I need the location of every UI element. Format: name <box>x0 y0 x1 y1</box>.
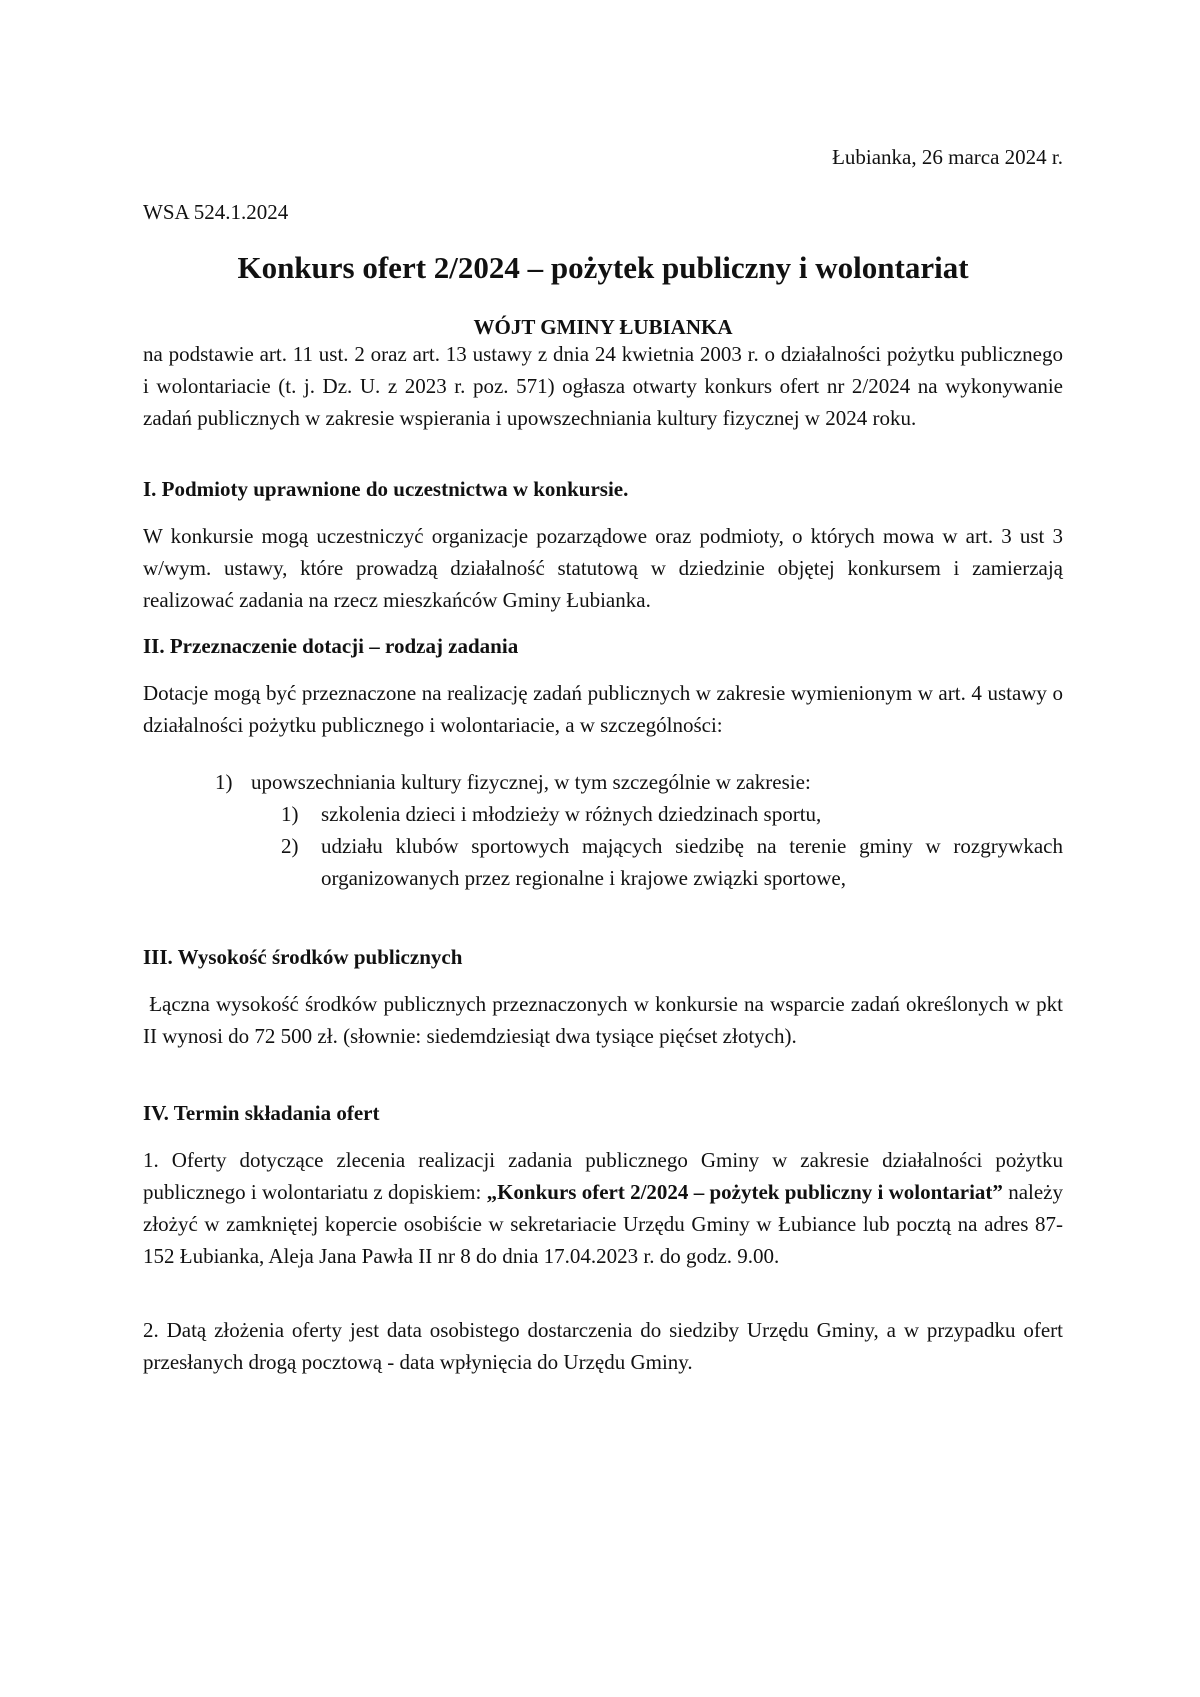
document-page <box>143 0 1069 1697</box>
section-3-body: Łączna wysokość środków publicznych przeznaczonych w konkursie na wsparcie zadań określonych w pkt II wynosi do 72 500 zł. (słownie: siedemdziesiąt dwa tysiące pięćset złotych). <box>143 992 1069 1048</box>
list-number: 1) <box>215 770 233 794</box>
section-2-body: Dotacje mogą być przeznaczone na realizację zadań publicznych w zakresie wymienionym w art. 4 ustawy o działalności pożytku publicznego i wolontariacie, a w szczególności: <box>143 681 1063 737</box>
list-item <box>215 766 1063 798</box>
section-4-paragraph-1 <box>143 1144 1063 1272</box>
place-date: Łubianka, 26 marca 2024 r. <box>832 145 1063 169</box>
section-1-body: W konkursie mogą uczestniczyć organizacje pozarządowe oraz podmioty, o których mowa w art. 3 ust 3 w/wym. ustawy, które prowadzą działalność statutową w dziedzinie objętej konkursem i zamierzają realizować zadania na rzecz mieszkańców Gminy Łubianka. <box>143 524 1063 612</box>
section-4-heading: IV. Termin składania ofert <box>143 1101 380 1125</box>
section-1-heading: I. Podmioty uprawnione do uczestnictwa w konkursie. <box>143 477 629 501</box>
sub-list-text: udziału klubów sportowych mających siedzibę na terenie gminy w rozgrywkach organizowanych przez regionalne i krajowe związki sportowe, <box>321 834 1063 890</box>
sub-list-number: 2) <box>281 834 299 858</box>
issuer-heading: WÓJT GMINY ŁUBIANKA <box>473 315 733 339</box>
intro-paragraph: na podstawie art. 11 ust. 2 oraz art. 13 ustawy z dnia 24 kwietnia 2003 r. o działalności pożytku publicznego i wolontariacie (t. j. Dz. U. z 2023 r. poz. 571) ogłasza otwarty konkurs ofert nr 2/2024 na wykonywanie zadań publicznych w zakresie wspierania i upowszechniania kultury fizycznej w 2024 roku. <box>143 342 1063 430</box>
sub-list-item <box>281 798 1063 830</box>
list-text: upowszechniania kultury fizycznej, w tym szczególnie w zakresie: <box>251 770 811 794</box>
section-4-paragraph-2: 2. Datą złożenia oferty jest data osobistego dostarczenia do siedziby Urzędu Gminy, a w przypadku ofert przesłanych drogą pocztową - data wpłynięcia do Urzędu Gminy. <box>143 1318 1063 1374</box>
section-4-p1-text-end: należy złożyć w zamkniętej kopercie osobiście w sekretariacie Urzędu Gminy w Łubiance lub pocztą na adres 87-152 Łubianka, Aleja Jana Pawła II nr 8 do dnia 17.04.2023 r. do godz. 9.00. <box>143 1180 1063 1268</box>
sub-list-text: szkolenia dzieci i młodzieży w różnych dziedzinach sportu, <box>321 802 822 826</box>
sub-list-number: 1) <box>281 802 299 826</box>
section-3-heading: III. Wysokość środków publicznych <box>143 945 463 969</box>
reference-number: WSA 524.1.2024 <box>143 200 289 224</box>
section-4-p1-text: 1. Oferty dotyczące zlecenia realizacji zadania publicznego Gminy w zakresie działalności pożytku publicznego i wolontariatu z dopiskiem: <box>143 1148 1063 1204</box>
section-4-p1-bold: „Konkurs ofert 2/2024 – pożytek publiczny i wolontariat” <box>486 1180 1003 1204</box>
sub-list <box>281 798 1063 894</box>
section-2-heading: II. Przeznaczenie dotacji – rodzaj zadania <box>143 634 519 658</box>
document-title: Konkurs ofert 2/2024 – pożytek publiczny i wolontariat <box>237 250 969 285</box>
sub-list-item <box>281 830 1063 894</box>
